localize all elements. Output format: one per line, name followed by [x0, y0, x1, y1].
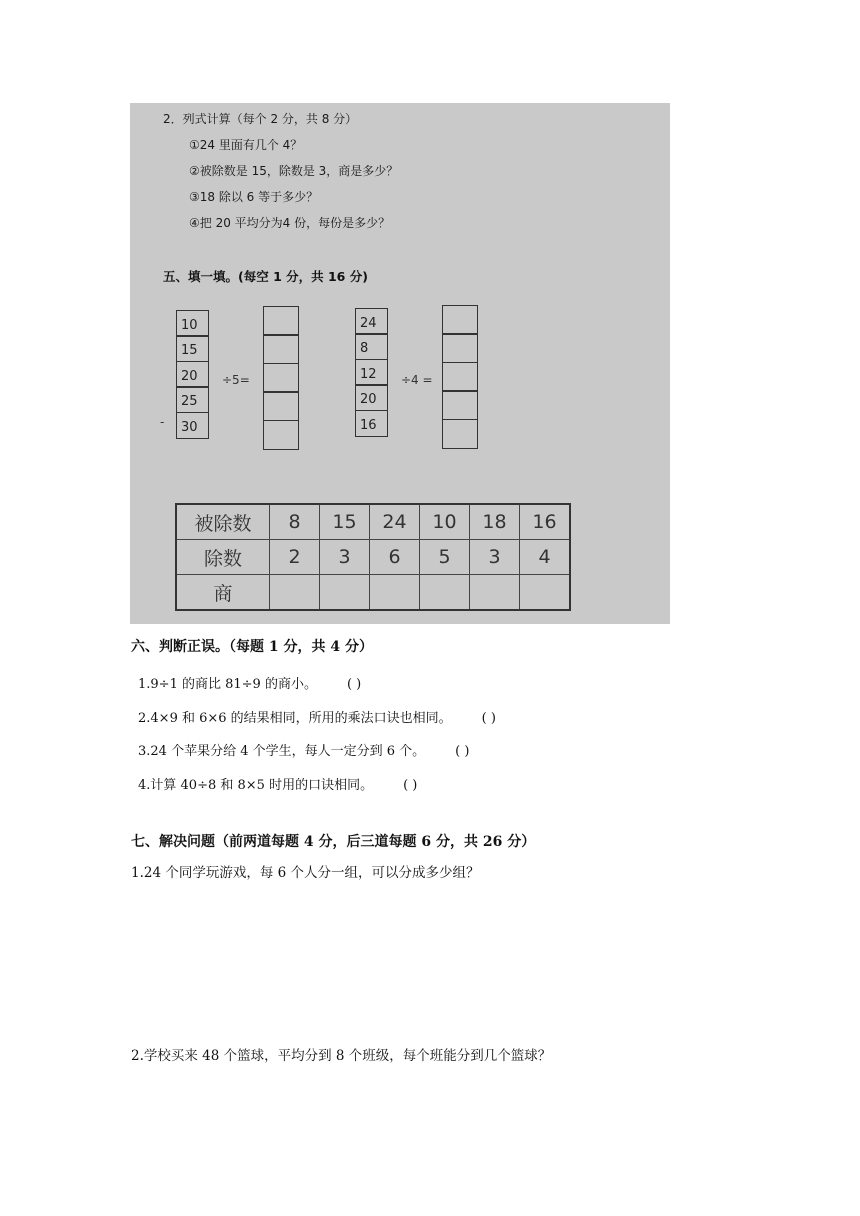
- table-cell-empty: [320, 575, 370, 611]
- row-header: 除数: [176, 540, 270, 575]
- number-cell: 12: [355, 359, 388, 386]
- answer-box: [263, 334, 299, 364]
- table-cell: 6: [370, 540, 420, 575]
- q2-title: 2．列式计算（每个 2 分，共 8 分）: [163, 112, 358, 126]
- true-false-item: [138, 774, 417, 793]
- section-7-title: 七、解决问题（前两道每题 4 分，后三道每题 6 分，共 26 分）: [131, 834, 536, 850]
- number-cell: 24: [355, 308, 388, 335]
- number-cell: 10: [176, 310, 209, 337]
- number-cell: 20: [355, 384, 388, 411]
- table-cell: 5: [420, 540, 470, 575]
- table-cell: 10: [420, 504, 470, 540]
- true-false-item: [138, 707, 496, 726]
- table-cell: 16: [520, 504, 571, 540]
- table-cell: 4: [520, 540, 571, 575]
- answer-box: [442, 390, 478, 420]
- table-cell-empty: [470, 575, 520, 611]
- item-text: 2.4×9 和 6×6 的结果相同，所用的乘法口诀也相同。: [138, 711, 452, 726]
- answer-parentheses: ( ): [403, 778, 418, 793]
- answer-box: [263, 306, 299, 336]
- item-text: 4.计算 40÷8 和 8×5 时用的口诀相同。: [138, 778, 374, 793]
- table-cell: 8: [270, 504, 320, 540]
- table-cell-empty: [420, 575, 470, 611]
- table-cell: 24: [370, 504, 420, 540]
- table-cell-empty: [520, 575, 571, 611]
- table-cell-empty: [270, 575, 320, 611]
- division-table: [175, 503, 571, 611]
- row-header: 商: [176, 575, 270, 611]
- section-5-title: 五、填一填。(每空 1 分，共 16 分): [163, 269, 368, 284]
- margin-dash: -: [160, 415, 165, 429]
- number-cell: 30: [176, 412, 209, 439]
- true-false-item: [138, 673, 361, 692]
- true-false-item: [138, 740, 469, 759]
- table-row: [176, 504, 570, 540]
- answer-box: [442, 305, 478, 335]
- problem-2: 2.学校买来 48 个篮球，平均分到 8 个班级，每个班能分到几个篮球？: [131, 1048, 552, 1064]
- q2-item: ③18 除以 6 等于多少？: [189, 190, 319, 204]
- operator-divide-5: ÷5=: [222, 373, 250, 387]
- number-cell: 8: [355, 333, 388, 360]
- right-answer-column: [442, 306, 478, 449]
- item-text: 1.9÷1 的商比 81÷9 的商小。: [138, 677, 317, 692]
- answer-box: [442, 362, 478, 392]
- problem-1: 1.24 个同学玩游戏，每 6 个人分一组，可以分成多少组？: [131, 865, 480, 881]
- answer-parentheses: ( ): [455, 744, 470, 759]
- answer-box: [263, 420, 299, 450]
- q2-item: ④把 20 平均分为4 份，每份是多少？: [189, 216, 391, 230]
- table-cell: 3: [320, 540, 370, 575]
- answer-box: [442, 333, 478, 363]
- left-answer-column: [263, 307, 299, 450]
- table-row: [176, 540, 570, 575]
- table-cell: 3: [470, 540, 520, 575]
- left-number-column: [176, 311, 209, 439]
- answer-box: [263, 363, 299, 393]
- number-cell: 16: [355, 410, 388, 437]
- section-6-title: 六、判断正误。（每题 1 分，共 4 分）: [131, 639, 373, 655]
- scanned-worksheet-image: [130, 103, 670, 624]
- answer-parentheses: ( ): [481, 711, 496, 726]
- table-cell: 15: [320, 504, 370, 540]
- row-header: 被除数: [176, 504, 270, 540]
- operator-divide-4: ÷4 =: [401, 373, 433, 387]
- number-cell: 20: [176, 361, 209, 388]
- answer-box: [263, 391, 299, 421]
- answer-box: [442, 419, 478, 449]
- table-row: [176, 575, 570, 611]
- q2-item: ②被除数是 15，除数是 3，商是多少？: [189, 164, 399, 178]
- number-cell: 15: [176, 335, 209, 362]
- number-cell: 25: [176, 386, 209, 413]
- right-number-column: [355, 309, 388, 437]
- table-cell: 2: [270, 540, 320, 575]
- table-cell: 18: [470, 504, 520, 540]
- table-cell-empty: [370, 575, 420, 611]
- answer-parentheses: ( ): [346, 677, 362, 692]
- item-text: 3.24 个苹果分给 4 个学生，每人一定分到 6 个。: [138, 744, 426, 759]
- q2-item: ①24 里面有几个 4？: [189, 138, 303, 152]
